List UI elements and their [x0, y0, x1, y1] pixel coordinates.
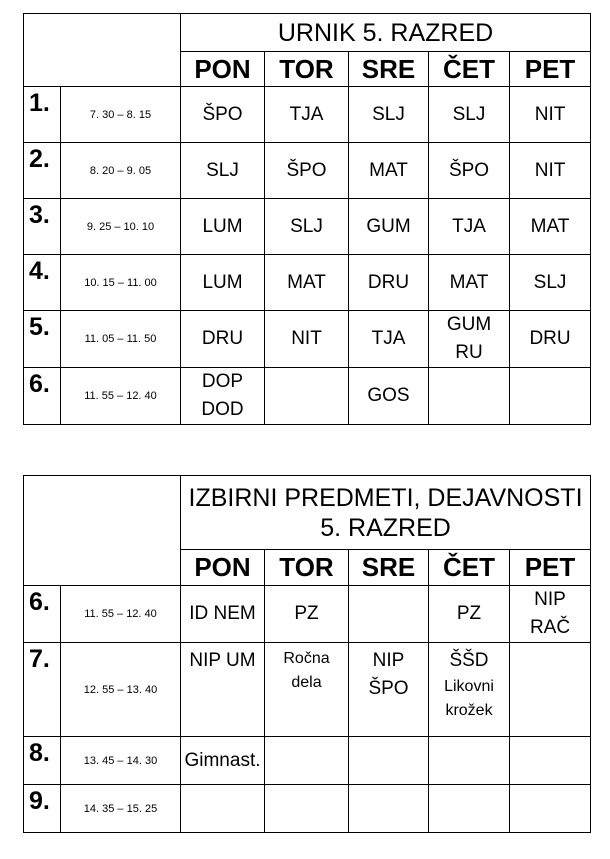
subject-label: DRU	[529, 328, 571, 349]
subject-label: ŠPO	[286, 159, 327, 181]
day-header: ČET	[429, 550, 510, 586]
timetable-electives	[23, 475, 591, 833]
subject-label: PZ	[456, 603, 482, 624]
day-header: SRE	[349, 52, 429, 87]
subject-label: RU	[455, 342, 483, 363]
day-header: PET	[510, 550, 591, 586]
subject-cell	[510, 368, 591, 425]
period-number: 9.	[24, 785, 61, 833]
period-time: 12. 55 – 13. 40	[61, 643, 181, 737]
subject-cell	[265, 737, 349, 785]
table-row	[24, 643, 591, 737]
day-header: TOR	[265, 52, 349, 87]
subject-label: NIT	[534, 103, 566, 125]
subject-label: dela	[291, 674, 322, 691]
subject-label: Gimnast.	[184, 749, 261, 771]
subject-label: SLJ	[206, 159, 239, 181]
subject-cell	[510, 737, 591, 785]
subject-cell	[349, 586, 429, 643]
subject-cell	[181, 143, 265, 199]
subject-label: GUM	[366, 215, 411, 237]
header-blank	[24, 476, 181, 586]
table-row	[24, 87, 591, 143]
subject-label: LUM	[202, 271, 243, 293]
subject-label: NIP	[372, 650, 405, 671]
subject-cell	[349, 199, 429, 255]
subject-label: TJA	[371, 328, 406, 349]
period-number: 6.	[24, 586, 61, 643]
day-header: PON	[181, 52, 265, 87]
subject-cell	[181, 737, 265, 785]
table-row	[24, 199, 591, 255]
table-row	[24, 586, 591, 643]
subject-cell	[181, 255, 265, 311]
period-number: 2.	[24, 143, 61, 199]
period-time: 7. 30 – 8. 15	[61, 87, 181, 143]
subject-label: LUM	[202, 215, 243, 237]
period-time: 14. 35 – 15. 25	[61, 785, 181, 833]
subject-label: NIT	[534, 159, 566, 181]
day-header: SRE	[349, 550, 429, 586]
subject-cell	[429, 737, 510, 785]
subject-cell	[349, 368, 429, 425]
subject-label: ŠŠD	[449, 650, 489, 671]
subject-cell	[349, 785, 429, 833]
subject-cell	[265, 87, 349, 143]
subject-label: GUM	[446, 314, 492, 335]
subject-label: TJA	[452, 215, 486, 237]
subject-cell	[510, 199, 591, 255]
header-blank	[24, 14, 181, 87]
subject-cell	[349, 255, 429, 311]
subject-label: ŠPO	[202, 103, 243, 125]
subject-cell	[349, 737, 429, 785]
subject-label: MAT	[530, 215, 570, 237]
subject-cell	[181, 785, 265, 833]
table-row	[24, 311, 591, 368]
subject-cell	[349, 643, 429, 737]
period-time: 8. 20 – 9. 05	[61, 143, 181, 199]
subject-label: NIP UM	[189, 650, 256, 671]
subject-label: MAT	[449, 271, 489, 293]
table-row	[24, 368, 591, 425]
subject-label: PZ	[294, 603, 319, 624]
period-number: 5.	[24, 311, 61, 368]
subject-label: DOD	[201, 399, 244, 420]
period-number: 3.	[24, 199, 61, 255]
period-time: 11. 05 – 11. 50	[61, 311, 181, 368]
subject-cell	[265, 368, 349, 425]
period-number: 6.	[24, 368, 61, 425]
subject-cell	[510, 87, 591, 143]
period-time: 10. 15 – 11. 00	[61, 255, 181, 311]
subject-cell	[265, 643, 349, 737]
subject-label: MAT	[369, 159, 408, 181]
subject-label: DOP	[201, 371, 244, 392]
subject-cell	[265, 586, 349, 643]
subject-cell	[429, 643, 510, 737]
title-line: IZBIRNI PREDMETI, DEJAVNOSTI	[188, 483, 583, 512]
day-header: PET	[510, 52, 591, 87]
subject-cell	[429, 311, 510, 368]
subject-cell	[265, 785, 349, 833]
subject-cell	[429, 87, 510, 143]
subject-label: DRU	[201, 328, 244, 349]
subject-cell	[265, 199, 349, 255]
subject-label: DRU	[367, 271, 410, 293]
subject-cell	[349, 143, 429, 199]
subject-cell	[429, 586, 510, 643]
subject-cell	[510, 311, 591, 368]
subject-label: NIT	[291, 328, 322, 349]
subject-cell	[510, 586, 591, 643]
subject-label: NIP	[534, 589, 566, 610]
subject-label: Likovni	[444, 678, 494, 695]
subject-cell	[510, 143, 591, 199]
subject-cell	[349, 87, 429, 143]
subject-cell	[181, 643, 265, 737]
subject-cell	[510, 255, 591, 311]
subject-label: SLJ	[452, 103, 486, 125]
table-title: URNIK 5. RAZRED	[181, 14, 591, 52]
table-row	[24, 785, 591, 833]
day-header: TOR	[265, 550, 349, 586]
subject-cell	[181, 368, 265, 425]
subject-cell	[429, 255, 510, 311]
subject-cell	[265, 255, 349, 311]
subject-cell	[265, 311, 349, 368]
timetable-main	[23, 13, 591, 425]
subject-label: SLJ	[290, 215, 323, 237]
subject-cell	[181, 87, 265, 143]
period-number: 8.	[24, 737, 61, 785]
period-time: 9. 25 – 10. 10	[61, 199, 181, 255]
table-row	[24, 737, 591, 785]
subject-label: ŠPO	[448, 159, 490, 181]
subject-label: SLJ	[533, 271, 567, 293]
table-title	[181, 476, 591, 550]
subject-label: krožek	[445, 702, 493, 719]
subject-cell	[429, 199, 510, 255]
subject-cell	[181, 311, 265, 368]
subject-label: ID NEM	[189, 603, 256, 624]
subject-label: SLJ	[372, 103, 405, 125]
subject-cell	[429, 785, 510, 833]
subject-cell	[181, 199, 265, 255]
subject-cell	[510, 785, 591, 833]
subject-label: ŠPO	[368, 678, 409, 699]
title-line: 5. RAZRED	[320, 513, 451, 542]
subject-cell	[429, 143, 510, 199]
subject-label: Ročna	[283, 650, 330, 667]
subject-cell	[265, 143, 349, 199]
subject-cell	[510, 643, 591, 737]
subject-cell	[349, 311, 429, 368]
period-time: 13. 45 – 14. 30	[61, 737, 181, 785]
period-number: 1.	[24, 87, 61, 143]
subject-label: TJA	[289, 103, 324, 125]
subject-label: GOS	[367, 385, 410, 406]
period-number: 7.	[24, 643, 61, 737]
subject-label: RAČ	[529, 617, 571, 638]
day-header: PON	[181, 550, 265, 586]
day-header: ČET	[429, 52, 510, 87]
table-row	[24, 255, 591, 311]
subject-label: MAT	[287, 271, 326, 293]
period-number: 4.	[24, 255, 61, 311]
subject-cell	[181, 586, 265, 643]
period-time: 11. 55 – 12. 40	[61, 368, 181, 425]
subject-cell	[429, 368, 510, 425]
period-time: 11. 55 – 12. 40	[61, 586, 181, 643]
table-row	[24, 143, 591, 199]
